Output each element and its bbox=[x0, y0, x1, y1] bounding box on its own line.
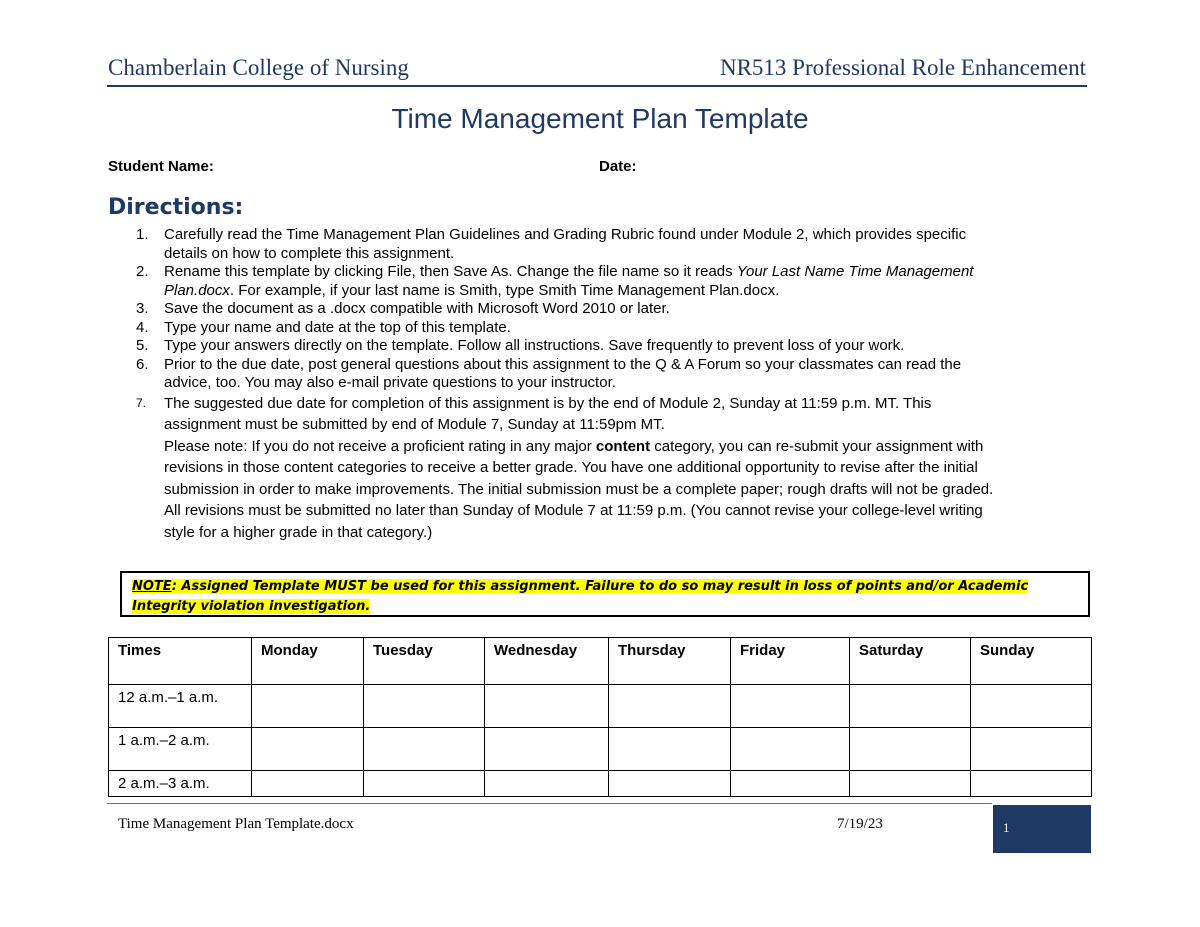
column-header-times: Times bbox=[109, 638, 252, 685]
table-cell[interactable] bbox=[731, 771, 850, 797]
please-note-line: submission in order to make improvements. The initial submission must be a complete paper; rough drafts will not be graded. bbox=[164, 480, 994, 498]
column-header-tuesday: Tuesday bbox=[364, 638, 485, 685]
filename-format-italic: Your Last Name Time Management bbox=[736, 263, 974, 280]
list-item-number: 7. bbox=[136, 395, 147, 410]
list-item-line: Type your answers directly on the template. Follow all instructions. Save frequently to prevent loss of your work. bbox=[164, 337, 905, 354]
table-row bbox=[109, 728, 1092, 771]
table-cell[interactable] bbox=[609, 685, 731, 728]
please-note-line: revisions in those content categories to receive a better grade. You have one additional opportunity to revise after the initial bbox=[164, 459, 978, 476]
note-text bbox=[132, 577, 1072, 617]
list-item-line: Save the document as a .docx compatible with Microsoft Word 2010 or later. bbox=[164, 300, 670, 317]
directions-heading: Directions: bbox=[108, 195, 244, 220]
header-course-name: NR513 Professional Role Enhancement bbox=[719, 55, 1086, 80]
header-college-name: Chamberlain College of Nursing bbox=[108, 55, 409, 80]
table-cell[interactable] bbox=[971, 728, 1092, 771]
list-item-number: 6. bbox=[136, 355, 149, 373]
table-cell[interactable] bbox=[971, 771, 1092, 797]
list-item bbox=[108, 319, 1088, 338]
list-item bbox=[108, 263, 1088, 300]
table-cell[interactable] bbox=[609, 771, 731, 797]
please-note-text: category, you can re-submit your assignment with bbox=[650, 437, 984, 455]
list-item-line: Prior to the due date, post general questions about this assignment to the Q & A Forum so your classmates can read the bbox=[164, 355, 962, 373]
table-cell[interactable] bbox=[850, 728, 971, 771]
footer-rule bbox=[107, 803, 992, 804]
list-item bbox=[108, 356, 1088, 393]
list-item-text: . For example, if your last name is Smith, type Smith Time Management Plan.docx. bbox=[229, 281, 780, 299]
list-item-number: 2. bbox=[136, 263, 149, 280]
list-item-number: 1. bbox=[136, 226, 149, 243]
list-item-line: The suggested due date for completion of this assignment is by the end of Module 2, Sunday at 11:59 p.m. MT. This bbox=[164, 394, 932, 412]
list-item bbox=[108, 337, 1088, 356]
note-label: NOTE bbox=[132, 579, 172, 594]
table-cell[interactable] bbox=[609, 728, 731, 771]
list-item-number: 4. bbox=[136, 318, 149, 336]
page-number: 1 bbox=[1003, 820, 1010, 835]
list-item-line bbox=[164, 263, 1088, 282]
column-header-saturday: Saturday bbox=[850, 638, 971, 685]
list-item-text: Rename this template by clicking File, then Save As. Change the file name so it reads bbox=[164, 263, 737, 280]
content-bold: content bbox=[595, 437, 651, 455]
list-item-line: advice, too. You may also e-mail private questions to your instructor. bbox=[164, 374, 616, 391]
table-cell[interactable] bbox=[364, 771, 485, 797]
table-cell[interactable] bbox=[485, 771, 609, 797]
column-header-thursday: Thursday bbox=[609, 638, 731, 685]
footer-filename: Time Management Plan Template.docx bbox=[118, 816, 354, 832]
table-cell[interactable] bbox=[850, 771, 971, 797]
list-item-line bbox=[164, 282, 1088, 301]
table-row bbox=[109, 685, 1092, 728]
table-cell[interactable] bbox=[971, 685, 1092, 728]
date-label: Date: bbox=[599, 158, 637, 175]
table-header-row bbox=[109, 638, 1092, 685]
footer-page-box bbox=[993, 805, 1091, 853]
note-line: Integrity violation investigation. bbox=[132, 599, 371, 614]
table-cell[interactable] bbox=[364, 728, 485, 771]
list-item-line: Carefully read the Time Management Plan Guidelines and Grading Rubric found under Module 2, which provides specific bbox=[164, 226, 967, 243]
time-slot-cell: 2 a.m.–3 a.m. bbox=[109, 771, 252, 797]
directions-list bbox=[108, 226, 1088, 543]
column-header-sunday: Sunday bbox=[971, 638, 1092, 685]
list-item bbox=[108, 300, 1088, 319]
table-cell[interactable] bbox=[850, 685, 971, 728]
list-item-number: 3. bbox=[136, 300, 149, 317]
student-name-label: Student Name: bbox=[108, 158, 214, 175]
list-item bbox=[108, 226, 1088, 263]
column-header-wednesday: Wednesday bbox=[485, 638, 609, 685]
table-row bbox=[109, 771, 1092, 797]
document-title: Time Management Plan Template bbox=[391, 103, 809, 134]
list-item-line: details on how to complete this assignment. bbox=[164, 244, 455, 262]
table-cell[interactable] bbox=[731, 685, 850, 728]
table-cell[interactable] bbox=[731, 728, 850, 771]
table-cell[interactable] bbox=[485, 685, 609, 728]
list-item bbox=[108, 393, 1088, 544]
please-note-text: Please note: If you do not receive a proficient rating in any major bbox=[164, 437, 596, 455]
note-line: : Assigned Template MUST be used for this assignment. Failure to do so may result in loss of points and/or Academic bbox=[171, 579, 1029, 594]
list-item-number: 5. bbox=[136, 337, 149, 354]
please-note-line: style for a higher grade in that category.) bbox=[164, 523, 433, 541]
time-slot-cell: 12 a.m.–1 a.m. bbox=[109, 685, 252, 728]
column-header-friday: Friday bbox=[731, 638, 850, 685]
filename-format-italic-end: Plan.docx bbox=[164, 281, 230, 299]
page-header bbox=[108, 55, 1086, 83]
list-item-line: Type your name and date at the top of this template. bbox=[164, 318, 511, 336]
note-box bbox=[120, 571, 1090, 617]
table-cell[interactable] bbox=[252, 685, 364, 728]
table-cell[interactable] bbox=[252, 728, 364, 771]
table-cell[interactable] bbox=[364, 685, 485, 728]
please-note-line: All revisions must be submitted no later than Sunday of Module 7 at 11:59 p.m. (You cannot revise your college-level writing bbox=[164, 502, 983, 519]
list-item-line: assignment must be submitted by end of Module 7, Sunday at 11:59pm MT. bbox=[164, 416, 665, 433]
table-cell[interactable] bbox=[252, 771, 364, 797]
note-highlight bbox=[132, 579, 1028, 594]
column-header-monday: Monday bbox=[252, 638, 364, 685]
footer-date: 7/19/23 bbox=[837, 816, 883, 832]
schedule-table bbox=[108, 637, 1092, 797]
please-note-line bbox=[164, 436, 1088, 458]
table-cell[interactable] bbox=[485, 728, 609, 771]
time-slot-cell: 1 a.m.–2 a.m. bbox=[109, 728, 252, 771]
header-rule bbox=[107, 85, 1087, 87]
